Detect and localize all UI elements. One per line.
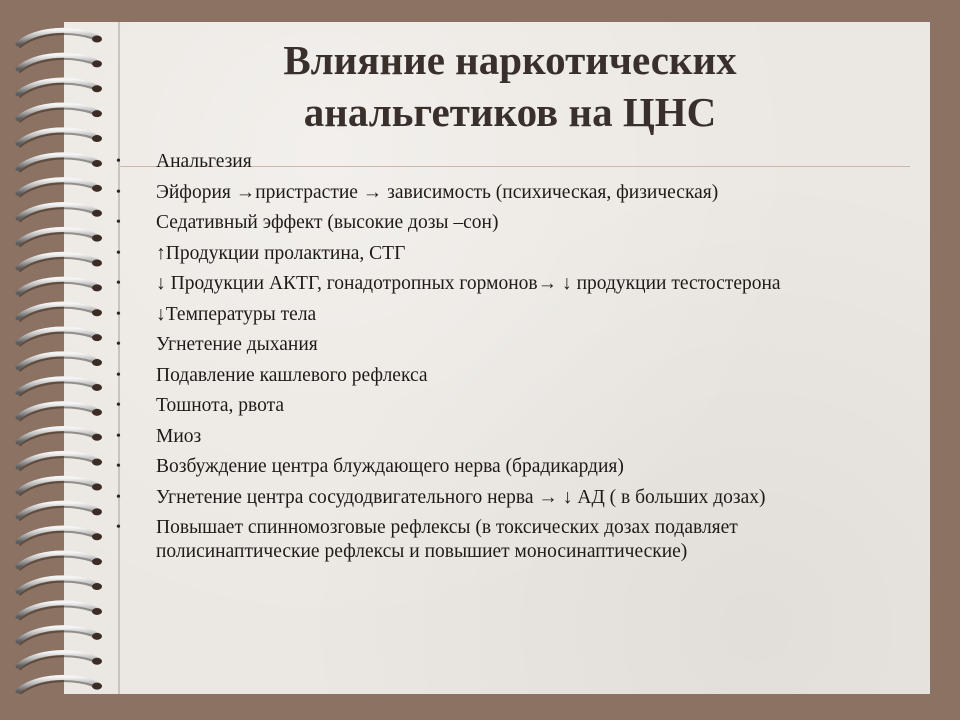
spiral-hole [92,683,102,690]
bullet-icon: • [116,215,121,230]
list-item [110,394,890,418]
bullet-icon: • [116,489,121,505]
bullet-icon: • [116,154,121,169]
spiral-hole [92,658,102,665]
spiral-hole [92,508,102,515]
spiral-hole [92,484,102,491]
spiral-hole [92,110,102,117]
spiral-hole [92,608,102,615]
spiral-binding [6,22,106,694]
spiral-hole [92,409,102,416]
list-item-text: Угнетение центра сосудодвигательного нерва → ↓ АД ( в больших дозах) [156,486,766,508]
spiral-hole [92,533,102,540]
list-item [110,455,890,479]
bullet-icon: • [116,367,121,383]
bullet-icon: • [116,306,121,322]
list-item-text: ↓ Продукции АКТГ, гонадотропных гормонов→ ↓ продукции тестостерона [156,273,781,294]
list-item [110,272,890,296]
list-item-text: Седативный эффект (высокие дозы –сон) [156,212,499,233]
list-item [110,181,890,205]
list-item [110,364,890,388]
spiral-hole [92,284,102,291]
list-item [110,333,890,357]
bullet-icon: • [116,184,121,200]
spiral-hole [92,558,102,565]
spiral-hole [92,160,102,167]
list-item-text: Эйфория →пристрастие → зависимость (психическая, физическая) [156,181,719,203]
list-item-text: Анальгезия [156,151,252,172]
bullet-icon: • [116,337,121,352]
list-item [110,486,890,510]
list-item-text: ↓Температуры тела [156,303,317,325]
list-item-text: Возбуждение центра блуждающего нерва (брадикардия) [156,456,624,477]
bullet-list [110,150,890,571]
spiral-hole [92,309,102,316]
title-line-1: Влияние наркотических [283,37,737,83]
spiral-hole [92,60,102,67]
list-item-text: Подавление кашлевого рефлекса [156,364,428,386]
spiral-hole [92,85,102,92]
list-item [110,242,890,266]
spiral-hole [92,434,102,441]
spiral-hole [92,633,102,640]
list-item-text: ↑Продукции пролактина, СТГ [156,242,406,264]
list-item [110,425,890,449]
spiral-hole [92,459,102,466]
bullet-icon: • [116,276,121,291]
title-line-2: анальгетиков на ЦНС [303,89,717,135]
bullet-icon: • [116,520,121,535]
spiral-hole [92,185,102,192]
spiral-hole [92,334,102,341]
bullet-icon: • [116,398,121,413]
slide-title [120,34,900,138]
list-item-text: Повышает спинномозговые рефлексы (в токсических дозах подавляет полисинаптические рефлексы и повышиет моносинаптические) [156,517,738,562]
spiral-hole [92,384,102,391]
list-item-text: Тошнота, рвота [156,395,285,416]
spiral-hole [92,135,102,142]
list-item-text: Угнетение дыхания [156,334,318,355]
list-item [110,211,890,235]
spiral-hole [92,359,102,366]
list-item [110,303,890,327]
spiral-hole [92,36,102,43]
spiral-hole [92,235,102,242]
list-item [110,150,890,174]
bullet-icon: • [116,459,121,474]
spiral-hole [92,260,102,267]
list-item-text: Миоз [156,425,202,447]
bullet-icon: • [116,428,121,444]
spiral-hole [92,583,102,590]
list-item [110,516,890,564]
bullet-icon: • [116,245,121,261]
spiral-hole [92,210,102,217]
